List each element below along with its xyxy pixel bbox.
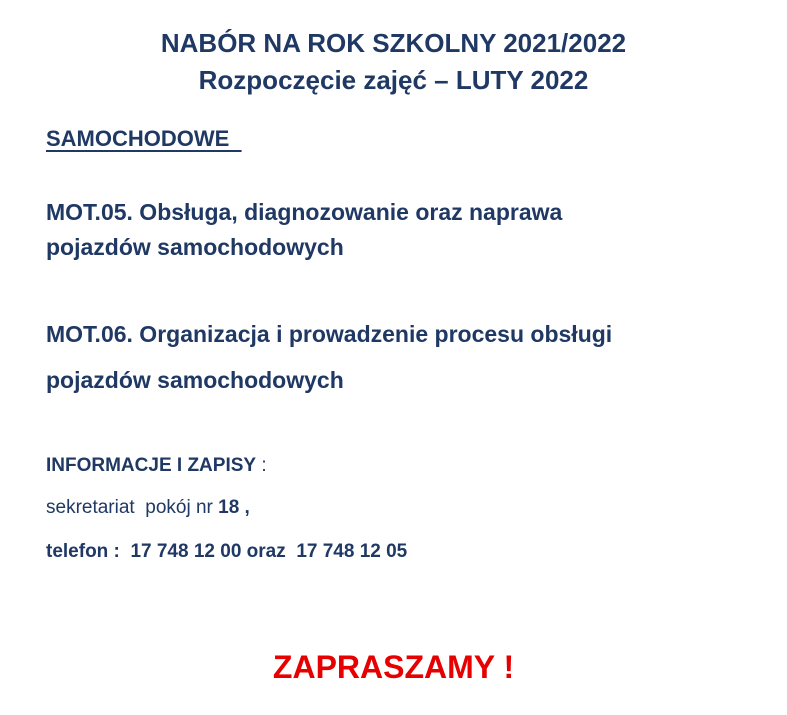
qualification-title-cont: pojazdów samochodowych — [46, 367, 344, 393]
info-label-suffix: : — [256, 455, 267, 476]
page-subtitle: Rozpoczęcie zajęć – LUTY 2022 — [198, 65, 589, 95]
qualification-title-cont: pojazdów samochodowych — [46, 234, 344, 260]
office-line — [46, 496, 250, 520]
office-prefix: sekretariat pokój nr — [46, 497, 219, 518]
section-heading: SAMOCHODOWE — [46, 126, 242, 151]
phone-line — [46, 540, 407, 564]
qualification-mot06 — [46, 311, 612, 403]
page-title: NABÓR NA ROK SZKOLNY 2021/2022 — [160, 28, 627, 58]
qualification-mot05 — [46, 195, 562, 265]
qualification-title: MOT.05. Obsługa, diagnozowanie oraz naprawa — [46, 199, 563, 225]
phone-number-1: 17 748 12 00 — [130, 541, 242, 562]
phone-label: telefon : — [46, 541, 131, 562]
info-heading — [46, 454, 267, 478]
info-label: INFORMACJE I ZAPISY — [46, 455, 257, 476]
phone-number-2: 17 748 12 05 — [296, 541, 408, 562]
qualification-title: MOT.06. Organizacja i prowadzenie procesu obsługi — [46, 321, 613, 347]
office-number: 18 — [218, 497, 240, 518]
office-suffix: , — [239, 497, 250, 518]
invitation-text: ZAPRASZAMY ! — [272, 649, 515, 685]
phone-joiner: oraz — [241, 541, 297, 562]
